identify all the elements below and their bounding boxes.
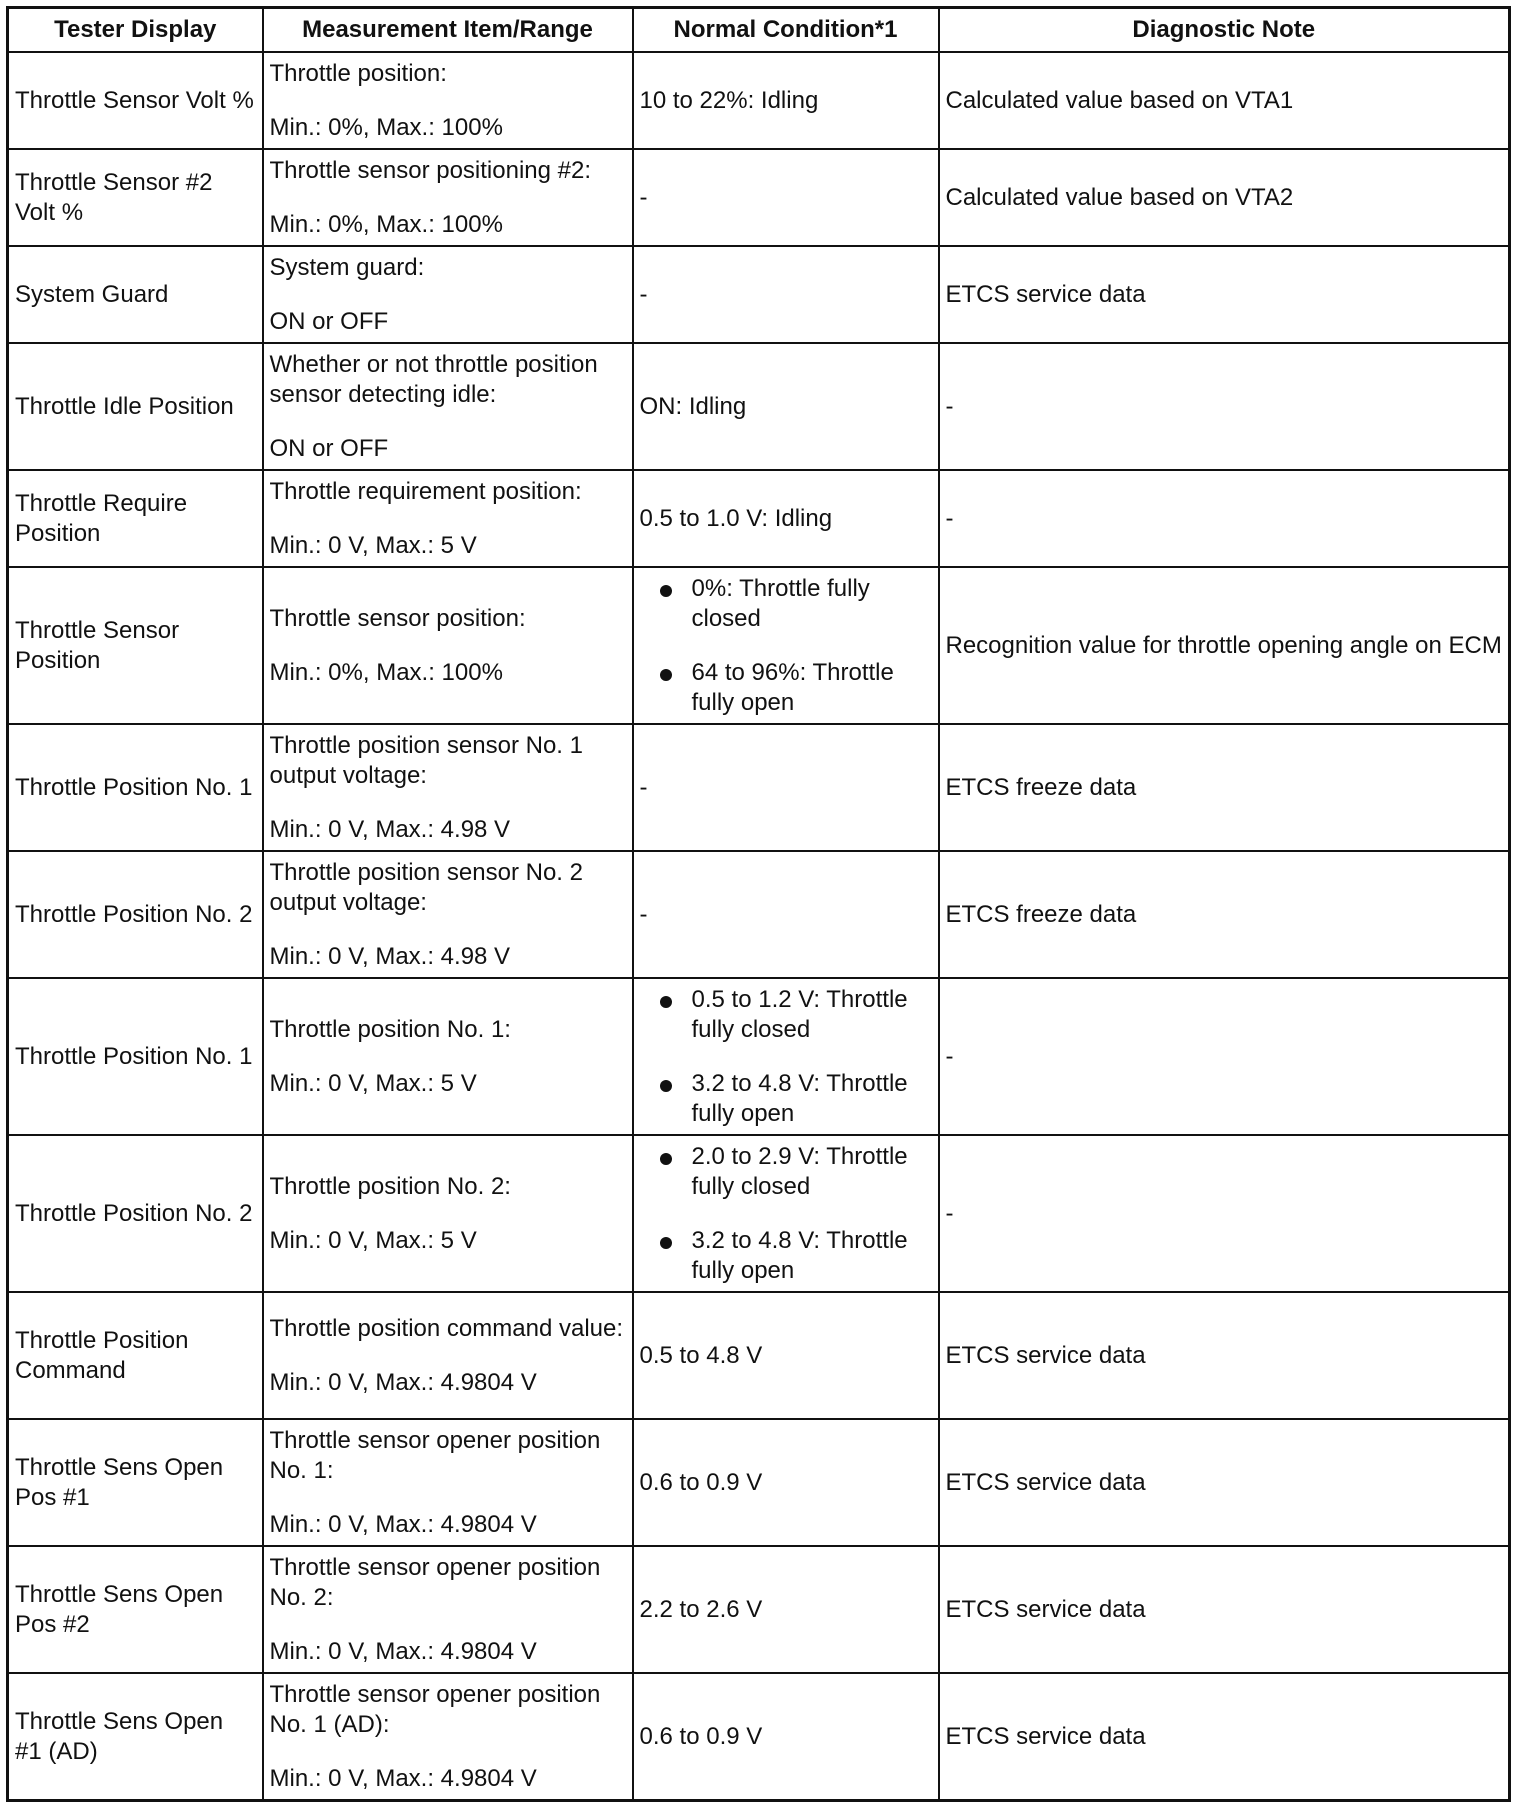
table-row <box>8 1546 1510 1673</box>
table-row <box>8 470 1510 567</box>
measurement-item-cell <box>263 1673 633 1800</box>
tester-display-cell: Throttle Sens Open Pos #1 <box>8 1419 263 1546</box>
normal-condition-cell <box>633 343 939 470</box>
normal-condition-text: 10 to 22%: Idling <box>639 86 819 114</box>
diagnostic-note-cell: ETCS service data <box>939 1546 1510 1673</box>
measurement-item-label: Whether or not throttle position sensor detecting idle: <box>269 350 598 408</box>
measurement-item-label: Throttle position sensor No. 2 output voltage: <box>269 858 583 916</box>
header-diagnostic-note: Diagnostic Note <box>939 8 1510 53</box>
tester-display-cell: Throttle Sensor Volt % <box>8 52 263 149</box>
document-page <box>6 6 1508 1802</box>
measurement-item-label: Throttle sensor position: <box>269 604 526 632</box>
table-row <box>8 1419 1510 1546</box>
measurement-range: Min.: 0%, Max.: 100% <box>269 658 503 686</box>
diagnostic-note-cell: ETCS freeze data <box>939 851 1510 978</box>
diagnostic-note-cell: Calculated value based on VTA2 <box>939 149 1510 246</box>
condition-bullet-item: 0%: Throttle fully closed <box>640 574 932 634</box>
tester-display-cell: System Guard <box>8 246 263 343</box>
measurement-item-label: Throttle sensor opener position No. 1: <box>269 1426 601 1484</box>
measurement-item-cell <box>263 567 633 724</box>
tester-display-cell: Throttle Sens Open #1 (AD) <box>8 1673 263 1800</box>
tester-display-cell: Throttle Position No. 1 <box>8 724 263 851</box>
condition-bullet-item: 3.2 to 4.8 V: Throttle fully open <box>640 1069 932 1129</box>
measurement-item-cell <box>263 1135 633 1292</box>
data-list-table <box>6 6 1511 1802</box>
measurement-item-cell <box>263 470 633 567</box>
diagnostic-note-cell: - <box>939 978 1510 1135</box>
tester-display-cell: Throttle Sensor #2 Volt % <box>8 149 263 246</box>
diagnostic-note-cell: ETCS service data <box>939 1419 1510 1546</box>
normal-condition-cell <box>633 52 939 149</box>
normal-condition-cell <box>633 724 939 851</box>
measurement-item-cell <box>263 246 633 343</box>
condition-bullet-item: 3.2 to 4.8 V: Throttle fully open <box>640 1226 932 1286</box>
normal-condition-cell <box>633 978 939 1135</box>
table-row <box>8 1135 1510 1292</box>
measurement-item-cell <box>263 1419 633 1546</box>
tester-display-cell: Throttle Require Position <box>8 470 263 567</box>
measurement-item-cell <box>263 52 633 149</box>
normal-condition-cell <box>633 1673 939 1800</box>
table-row <box>8 1292 1510 1419</box>
normal-condition-cell <box>633 149 939 246</box>
header-measurement-item: Measurement Item/Range <box>263 8 633 53</box>
normal-condition-text: ON: Idling <box>639 392 747 420</box>
table-row <box>8 246 1510 343</box>
normal-condition-cell <box>633 470 939 567</box>
measurement-item-label: System guard: <box>269 253 425 281</box>
normal-condition-cell <box>633 1546 939 1673</box>
condition-bullet-item: 64 to 96%: Throttle fully open <box>640 658 932 718</box>
normal-condition-text: - <box>639 773 648 801</box>
condition-list <box>640 574 932 718</box>
diagnostic-note-cell: Calculated value based on VTA1 <box>939 52 1510 149</box>
tester-display-cell: Throttle Position No. 1 <box>8 978 263 1135</box>
normal-condition-text: 0.5 to 1.0 V: Idling <box>639 504 833 532</box>
diagnostic-note-cell: ETCS service data <box>939 1292 1510 1419</box>
measurement-range: Min.: 0 V, Max.: 4.98 V <box>269 942 511 970</box>
measurement-range: Min.: 0 V, Max.: 4.9804 V <box>269 1510 537 1538</box>
tester-display-cell: Throttle Idle Position <box>8 343 263 470</box>
measurement-range: ON or OFF <box>269 434 389 462</box>
table-row <box>8 343 1510 470</box>
measurement-item-cell <box>263 1546 633 1673</box>
table-body <box>8 52 1510 1801</box>
measurement-range: Min.: 0 V, Max.: 5 V <box>269 1226 477 1254</box>
measurement-item-cell <box>263 343 633 470</box>
normal-condition-text: - <box>639 183 648 211</box>
measurement-item-cell <box>263 724 633 851</box>
normal-condition-cell <box>633 246 939 343</box>
normal-condition-text: - <box>639 900 648 928</box>
normal-condition-text: - <box>639 280 648 308</box>
condition-bullet-item: 0.5 to 1.2 V: Throttle fully closed <box>640 985 932 1045</box>
table-row <box>8 149 1510 246</box>
measurement-item-label: Throttle sensor positioning #2: <box>269 156 592 184</box>
diagnostic-note-cell: ETCS service data <box>939 246 1510 343</box>
measurement-item-label: Throttle requirement position: <box>269 477 582 505</box>
measurement-item-cell <box>263 978 633 1135</box>
measurement-range: Min.: 0 V, Max.: 4.98 V <box>269 815 511 843</box>
table-row <box>8 52 1510 149</box>
tester-display-cell: Throttle Sens Open Pos #2 <box>8 1546 263 1673</box>
diagnostic-note-cell: - <box>939 1135 1510 1292</box>
table-row <box>8 978 1510 1135</box>
normal-condition-text: 0.6 to 0.9 V <box>639 1722 763 1750</box>
tester-display-cell: Throttle Position No. 2 <box>8 1135 263 1292</box>
table-row <box>8 567 1510 724</box>
normal-condition-text: 2.2 to 2.6 V <box>639 1595 763 1623</box>
normal-condition-cell <box>633 1292 939 1419</box>
diagnostic-note-cell: ETCS freeze data <box>939 724 1510 851</box>
measurement-range: Min.: 0 V, Max.: 4.9804 V <box>269 1368 537 1396</box>
tester-display-cell: Throttle Position No. 2 <box>8 851 263 978</box>
condition-list <box>640 1142 932 1286</box>
tester-display-cell: Throttle Sensor Position <box>8 567 263 724</box>
table-row <box>8 1673 1510 1800</box>
diagnostic-note-cell: ETCS service data <box>939 1673 1510 1800</box>
measurement-range: Min.: 0 V, Max.: 4.9804 V <box>269 1764 537 1792</box>
diagnostic-note-cell: - <box>939 470 1510 567</box>
table-row <box>8 724 1510 851</box>
measurement-range: Min.: 0%, Max.: 100% <box>269 210 503 238</box>
measurement-item-label: Throttle position No. 1: <box>269 1015 511 1043</box>
header-tester-display: Tester Display <box>8 8 263 53</box>
measurement-item-label: Throttle position command value: <box>269 1314 624 1342</box>
measurement-item-label: Throttle position sensor No. 1 output voltage: <box>269 731 583 789</box>
diagnostic-note-cell: Recognition value for throttle opening angle on ECM <box>939 567 1510 724</box>
normal-condition-text: 0.6 to 0.9 V <box>639 1468 763 1496</box>
diagnostic-note-cell: - <box>939 343 1510 470</box>
measurement-item-label: Throttle sensor opener position No. 2: <box>269 1553 601 1611</box>
condition-list <box>640 985 932 1129</box>
measurement-item-label: Throttle position: <box>269 59 447 87</box>
measurement-item-cell <box>263 149 633 246</box>
measurement-range: Min.: 0 V, Max.: 5 V <box>269 1069 477 1097</box>
normal-condition-cell <box>633 1135 939 1292</box>
measurement-range: Min.: 0 V, Max.: 4.9804 V <box>269 1637 537 1665</box>
measurement-range: ON or OFF <box>269 307 389 335</box>
normal-condition-cell <box>633 567 939 724</box>
measurement-range: Min.: 0 V, Max.: 5 V <box>269 531 477 559</box>
measurement-item-label: Throttle sensor opener position No. 1 (AD): <box>269 1680 601 1738</box>
measurement-item-cell <box>263 851 633 978</box>
measurement-item-cell <box>263 1292 633 1419</box>
measurement-item-label: Throttle position No. 2: <box>269 1172 511 1200</box>
normal-condition-cell <box>633 1419 939 1546</box>
condition-bullet-item: 2.0 to 2.9 V: Throttle fully closed <box>640 1142 932 1202</box>
header-normal-condition: Normal Condition*1 <box>633 8 939 53</box>
table-row <box>8 851 1510 978</box>
table-header-row <box>8 8 1510 53</box>
tester-display-cell: Throttle Position Command <box>8 1292 263 1419</box>
measurement-range: Min.: 0%, Max.: 100% <box>269 113 503 141</box>
normal-condition-text: 0.5 to 4.8 V <box>639 1341 763 1369</box>
normal-condition-cell <box>633 851 939 978</box>
